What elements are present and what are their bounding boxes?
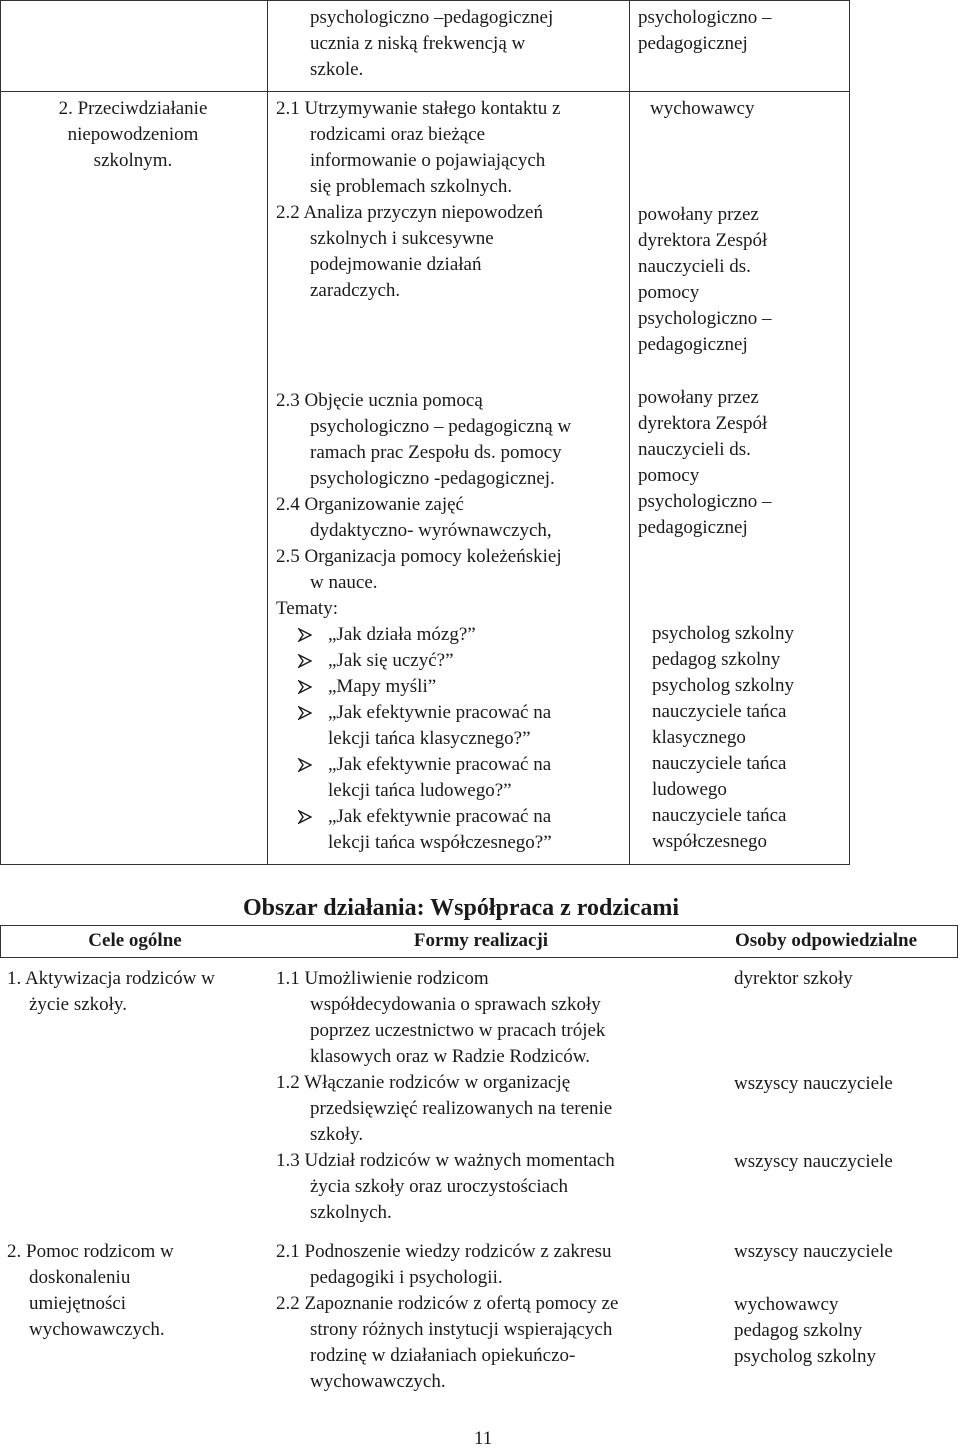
text-line: 1.1 Umożliwienie rodzicom — [276, 968, 489, 989]
topic-item — [276, 622, 628, 648]
text-line: pedagogicznej — [638, 33, 748, 54]
text-line: lekcji tańca współczesnego?” — [328, 832, 552, 853]
text-line: szkolnych i sukcesywne — [310, 228, 494, 249]
topic-item — [276, 752, 628, 804]
text-line: 2.3 Objęcie ucznia pomocą — [276, 390, 483, 411]
text-line: 2.5 Organizacja pomocy koleżeńskiej — [276, 546, 562, 567]
text-line: poprzez uczestnictwo w pracach trójek — [310, 1020, 606, 1041]
text-line: wychowawczych. — [29, 1319, 165, 1340]
header-responsible: Osoby odpowiedzialne — [734, 930, 918, 951]
text-line: dydaktyczno- wyrównawczych, — [310, 520, 552, 541]
table1-resp-a1 — [650, 96, 845, 122]
text-line: 1.2 Włączanie rodziców w organizację — [276, 1072, 571, 1093]
topic-item — [276, 648, 628, 674]
text-line: nauczyciele tańca — [652, 753, 787, 774]
table2-row1-goal — [7, 966, 265, 1018]
text-line: „Jak efektywnie pracować na — [328, 702, 552, 723]
text-line: 2.2 Analiza przyczyn niepowodzeń — [276, 202, 543, 223]
text-line: psychologiczno –pedagogicznej — [310, 7, 554, 28]
text-line: dyrektora Zespół — [638, 230, 768, 251]
text-line: nauczycieli ds. — [638, 256, 751, 277]
text-line: pedagog szkolny — [652, 649, 781, 670]
text-line: psychologiczno – — [638, 7, 772, 28]
text-line: rodzinę w działaniach opiekuńczo- — [310, 1345, 576, 1366]
text-line: życia szkoły oraz uroczystościach — [310, 1176, 568, 1197]
table2-row2-resp-1: wszyscy nauczyciele — [734, 1241, 893, 1262]
text-line: niepowodzeniom — [67, 124, 199, 145]
table1-resp-b2 — [652, 621, 847, 855]
page-number: 11 — [474, 1428, 493, 1449]
text-line: życie szkoły. — [29, 994, 127, 1015]
text-line: powołany przez — [638, 387, 759, 408]
table2-row1-resp-3: wszyscy nauczyciele — [734, 1151, 893, 1172]
arrow-bullet-icon — [298, 674, 322, 694]
text-line: psychologiczno -pedagogicznej. — [310, 468, 555, 489]
text-line: psycholog szkolny — [734, 1346, 876, 1367]
table1-top-resp-cell — [638, 5, 848, 57]
text-line: 2.1 Podnoszenie wiedzy rodziców z zakresu — [276, 1241, 612, 1262]
text-line: wychowawczych. — [310, 1371, 446, 1392]
text-line: pedagogicznej — [638, 334, 748, 355]
arrow-bullet-icon — [298, 752, 322, 772]
text-line: lekcji tańca ludowego?” — [328, 780, 512, 801]
text-line: szkoły. — [310, 1124, 364, 1145]
table2-row2-forms — [276, 1239, 696, 1395]
text-line: 2. Przeciwdziałanie — [58, 98, 208, 119]
table2-row1-forms — [276, 966, 696, 1226]
text-line: nauczyciele tańca — [652, 701, 787, 722]
table2-row2-goal — [7, 1239, 265, 1343]
text-line: nauczyciele tańca — [652, 805, 787, 826]
table1-forms-b — [276, 388, 628, 856]
table1-bottom-border — [0, 864, 850, 865]
text-line: ludowego — [652, 779, 727, 800]
text-line: przedsięwzięć realizowanych na terenie — [310, 1098, 613, 1119]
text-line: 2.1 Utrzymywanie stałego kontaktu z — [276, 98, 561, 119]
table1-right-border — [849, 0, 850, 865]
arrow-bullet-icon — [298, 622, 322, 642]
arrow-bullet-icon — [298, 804, 322, 824]
table1-resp-a2 — [638, 202, 848, 358]
text-line: rodzicami oraz bieżące — [310, 124, 486, 145]
table2-left-border — [0, 925, 1, 958]
text-line: informowanie o pojawiających — [310, 150, 546, 171]
text-line: ucznia z niską frekwencją w — [310, 33, 526, 54]
text-line: doskonaleniu — [29, 1267, 131, 1288]
topic-item — [276, 804, 628, 856]
text-line: współdecydowania o sprawach szkoły — [310, 994, 601, 1015]
table2-right-border — [957, 925, 958, 958]
table1-top-border — [0, 0, 850, 1]
text-line: „Jak efektywnie pracować na — [328, 806, 552, 827]
text-line: pedagogicznej — [638, 517, 748, 538]
text-line: nauczycieli ds. — [638, 439, 751, 460]
text-line: pomocy — [638, 465, 700, 486]
text-line: klasycznego — [652, 727, 746, 748]
text-line: 1.3 Udział rodziców w ważnych momentach — [276, 1150, 615, 1171]
header-forms: Formy realizacji — [413, 930, 549, 951]
table2-top-border — [0, 925, 958, 926]
text-line: pedagogiki i psychologii. — [310, 1267, 503, 1288]
text-line: wychowawcy — [650, 98, 755, 119]
text-line: psychologiczno – pedagogiczną w — [310, 416, 572, 437]
text-line: 2.4 Organizowanie zajęć — [276, 494, 464, 515]
table1-top-forms-cell — [276, 5, 626, 83]
text-line: pedagog szkolny — [734, 1320, 863, 1341]
text-line: szkole. — [310, 59, 364, 80]
text-line: psycholog szkolny — [652, 675, 794, 696]
arrow-bullet-icon — [298, 700, 322, 720]
text-line: strony różnych instytucji wspierających — [310, 1319, 613, 1340]
table2-row1-resp-2: wszyscy nauczyciele — [734, 1073, 893, 1094]
text-line: 1. Aktywizacja rodziców w — [7, 968, 215, 989]
table2-row2-resp-2 — [734, 1292, 954, 1370]
text-line: się problemach szkolnych. — [310, 176, 513, 197]
text-line: psychologiczno – — [638, 308, 772, 329]
text-line: szkolnych. — [310, 1202, 392, 1223]
text-line: psychologiczno – — [638, 491, 772, 512]
table1-resp-b1 — [638, 385, 848, 541]
text-line: „Jak się uczyć?” — [328, 650, 454, 671]
table1-left-border — [0, 0, 1, 865]
table1-row-divider — [0, 91, 850, 92]
table1-col-divider-2 — [629, 0, 630, 865]
text-line: „Jak efektywnie pracować na — [328, 754, 552, 775]
text-line: szkolnym. — [93, 150, 173, 171]
text-line: podejmowanie działań — [310, 254, 482, 275]
table1-goal-cell — [2, 96, 264, 174]
text-line: dyrektora Zespół — [638, 413, 768, 434]
text-line: psycholog szkolny — [652, 623, 794, 644]
table1-col-divider-1 — [267, 0, 268, 865]
text-line: „Mapy myśli” — [328, 676, 437, 697]
arrow-bullet-icon — [298, 648, 322, 668]
text-line: umiejętności — [29, 1293, 127, 1314]
text-line: 2. Pomoc rodzicom w — [7, 1241, 174, 1262]
table2-row1-resp-1: dyrektor szkoły — [734, 968, 853, 989]
text-line: powołany przez — [638, 204, 759, 225]
text-line: w nauce. — [310, 572, 378, 593]
text-line: współczesnego — [652, 831, 768, 852]
text-line: pomocy — [638, 282, 700, 303]
text-line: wychowawcy — [734, 1294, 839, 1315]
text-line: zaradczych. — [310, 280, 401, 301]
topic-item — [276, 700, 628, 752]
table2-header-divider — [0, 957, 958, 958]
section-title: Obszar działania: Współpraca z rodzicami — [243, 895, 679, 921]
text-line: ramach prac Zespołu ds. pomocy — [310, 442, 562, 463]
text-line: klasowych oraz w Radzie Rodziców. — [310, 1046, 590, 1067]
text-line: lekcji tańca klasycznego?” — [328, 728, 531, 749]
header-goals: Cele ogólne — [88, 930, 182, 951]
text-line: 2.2 Zapoznanie rodziców z ofertą pomocy ze — [276, 1293, 619, 1314]
table1-forms-a — [276, 96, 628, 304]
text-line: „Jak działa mózg?” — [328, 624, 476, 645]
topic-item — [276, 674, 628, 700]
text-line: Tematy: — [276, 598, 338, 619]
